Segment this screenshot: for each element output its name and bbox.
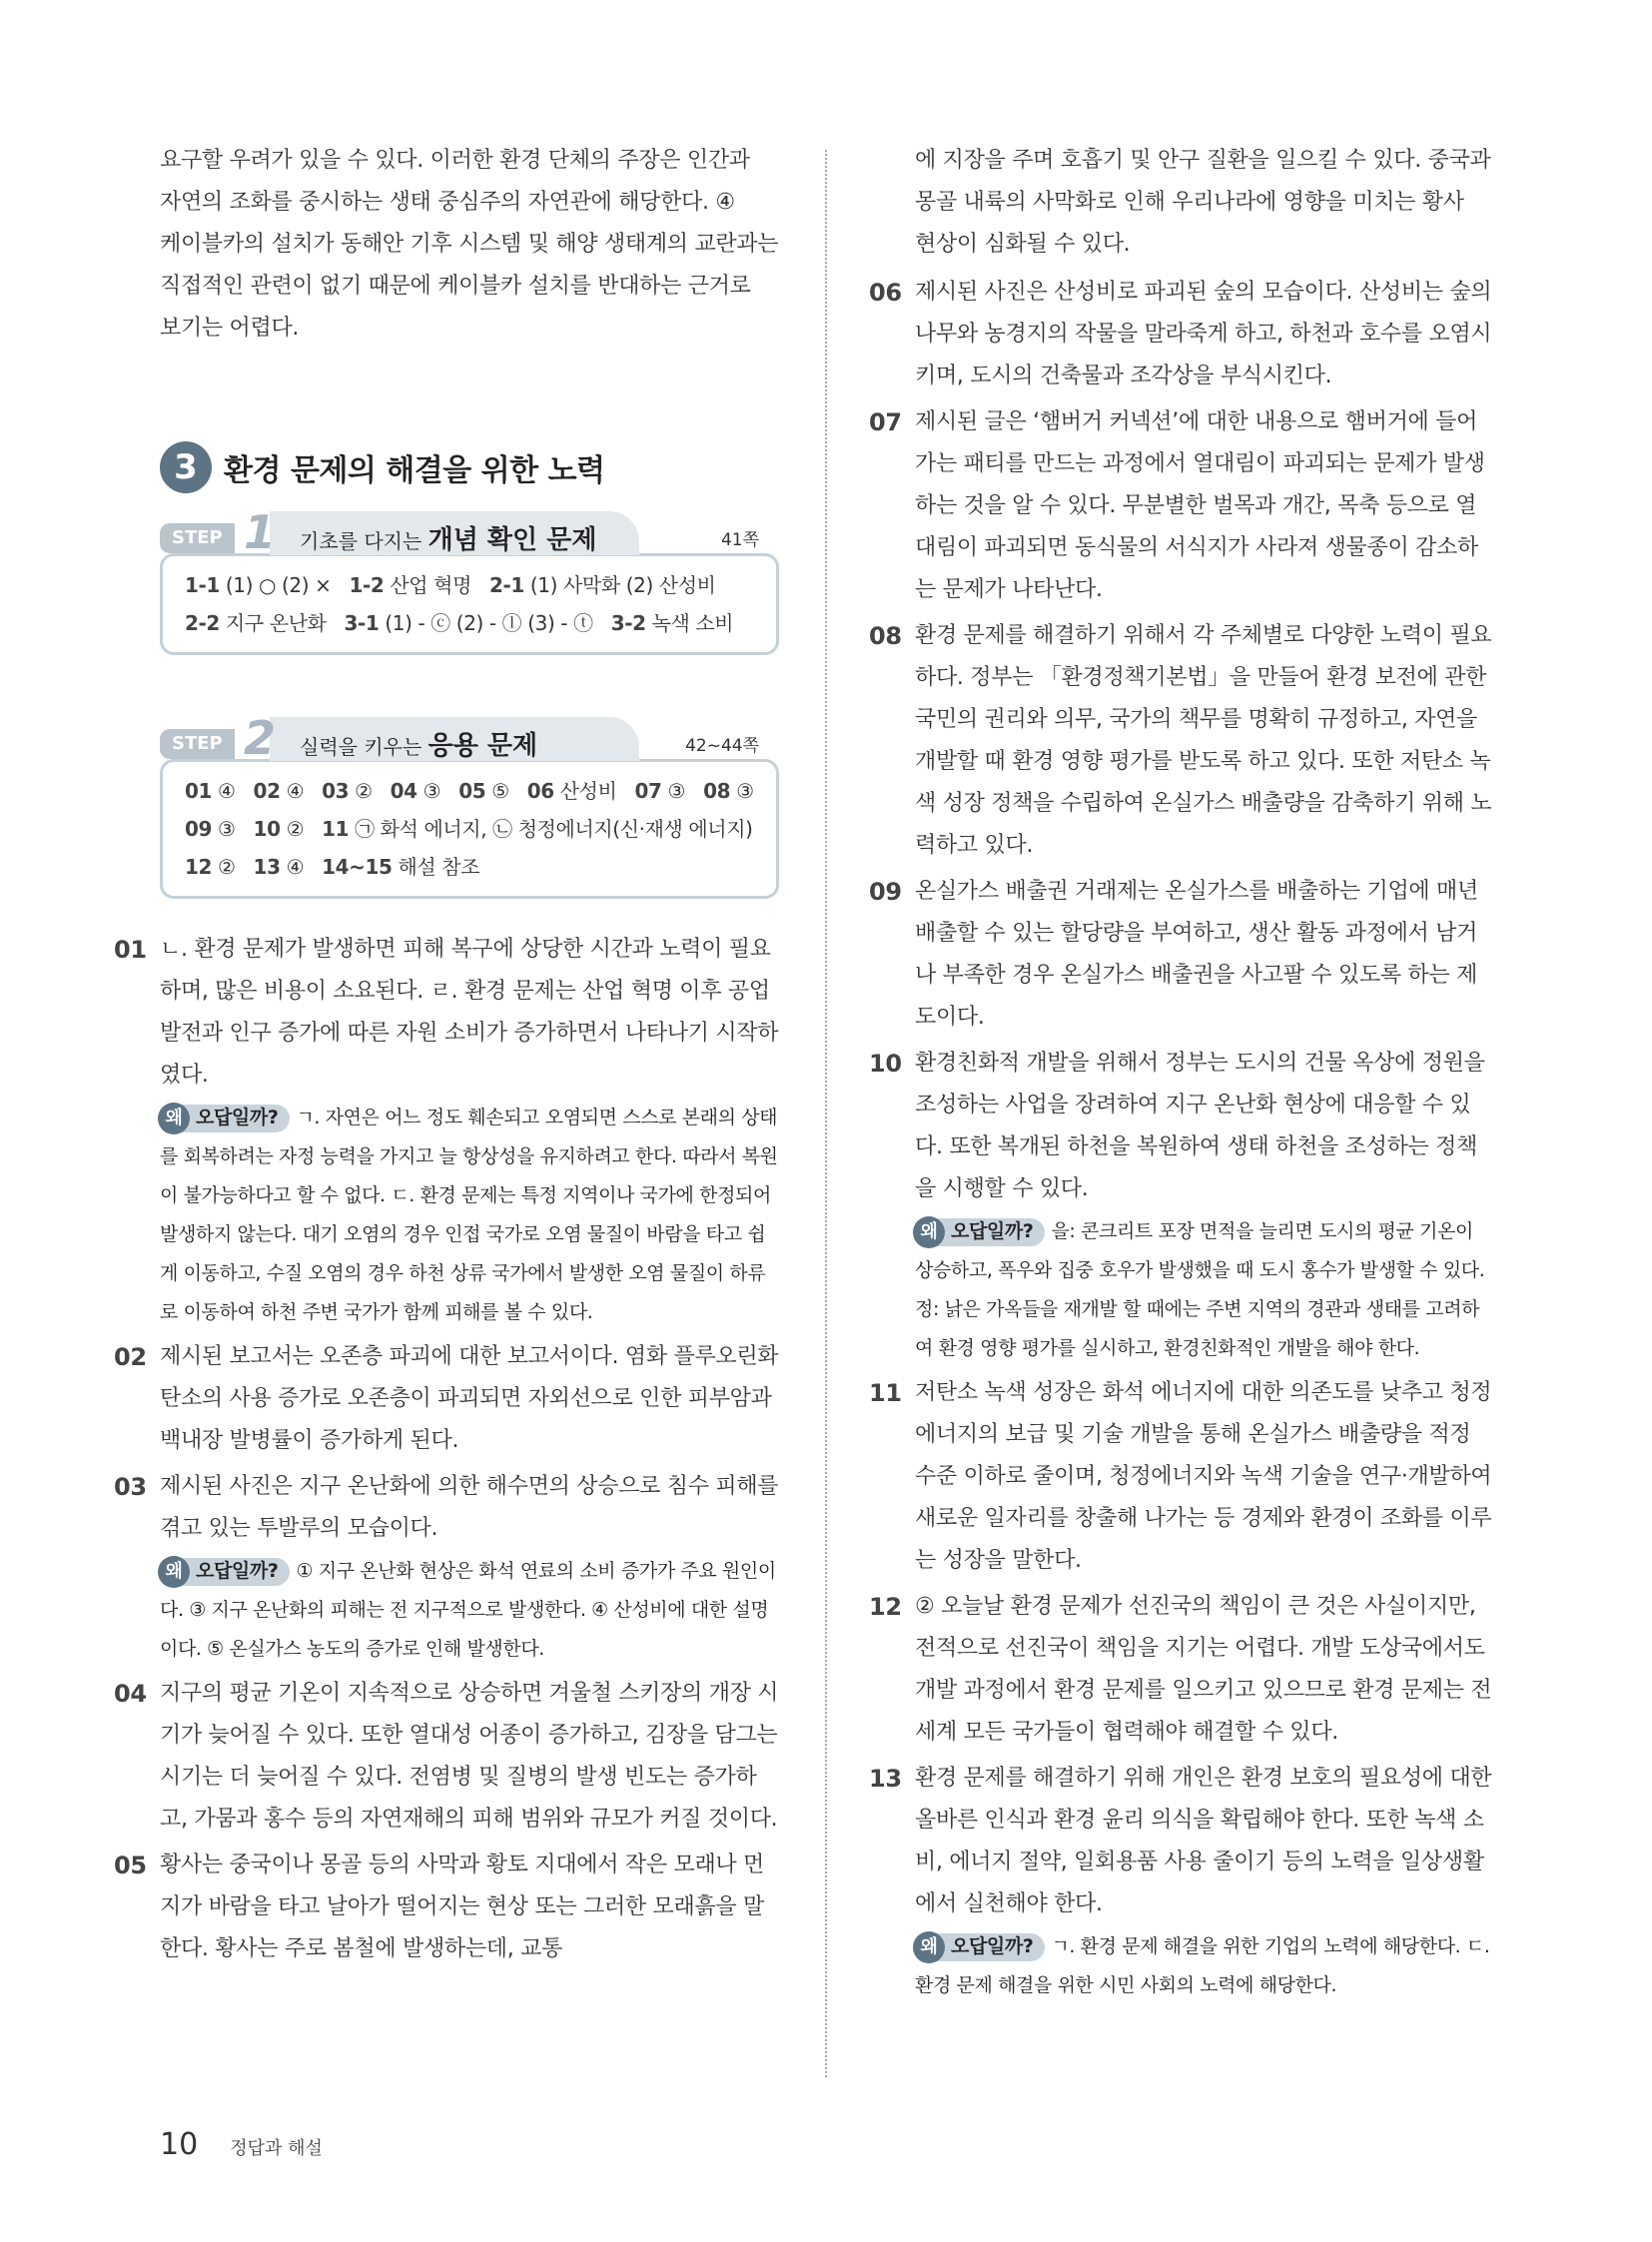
- step2-title: 실력을 키우는 응용 문제: [300, 731, 538, 761]
- answer-key: 10: [253, 817, 281, 841]
- answer-item: [185, 779, 236, 803]
- answer-key: 11: [322, 817, 350, 841]
- answer-value: ㉠ 화석 에너지, ㉡ 청정에너지(신·재생 에너지): [355, 817, 753, 841]
- left-explanations: [114, 929, 779, 1974]
- why-icon: 왜: [158, 1103, 190, 1134]
- answer-key: 13: [253, 855, 281, 879]
- page-number: 10: [160, 2127, 199, 2162]
- item-text: 환경친화적 개발을 위해서 정부는 도시의 건물 옥상에 정원을 조성하는 사업을 장려하여 지구 온난화 현상에 대응할 수 있다. 또한 복개된 하천을 복원하여 생태 하천을 조성하는 정책을 시행할 수 있다.: [915, 1051, 1485, 1201]
- answer-item: [254, 779, 305, 803]
- item-number: 11: [869, 1379, 902, 1407]
- why-text: 을: 콘크리트 포장 면적을 늘리면 도시의 평균 기온이 상승하고, 폭우와 집중 호우가 발생했을 때 도시 홍수가 발생할 수 있다. 정: 낡은 가옥들을 재개발 할 때에는 주변 지역의 경관과 생태를 고려하여 환경 영향 평가를 실시하고, 환경친화적인 개발을 해야 한다.: [915, 1220, 1485, 1359]
- item-number: 09: [869, 878, 902, 906]
- right-explanations: [869, 272, 1494, 2005]
- answer-value: 지구 온난화: [225, 611, 327, 635]
- item-text: 제시된 보고서는 오존층 파괴에 대한 보고서이다. 염화 플루오린화 탄소의 사용 증가로 오존층이 파괴되면 자외선으로 인한 피부암과 백내장 발병률이 증가하게 된다.: [160, 1344, 779, 1453]
- item-number: 05: [114, 1852, 147, 1879]
- answer-row: [185, 810, 754, 848]
- explanation-item: [869, 615, 1494, 867]
- answer-item: [322, 855, 479, 879]
- left-column: [114, 140, 779, 1961]
- answer-key: 2-2: [185, 611, 220, 635]
- item-number: 03: [114, 1473, 147, 1501]
- explanation-item: [114, 1336, 779, 1462]
- answer-value: ③: [218, 817, 236, 841]
- step1-block: [160, 505, 779, 655]
- explanation-item: [114, 929, 779, 1332]
- explanation-item: [869, 1758, 1494, 2005]
- answer-item: [489, 573, 716, 597]
- answer-item: [322, 779, 373, 803]
- item-text: 지구의 평균 기온이 지속적으로 상승하면 겨울철 스키장의 개장 시기가 늦어질 수 있다. 또한 열대성 어종이 증가하고, 김장을 담그는 시기는 더 늦어질 수 있다. 전염병 및 질병의 발생 빈도는 증가하고, 가뭄과 홍수 등의 자연재해의 피해 범위와 규모가 커질 것이다.: [160, 1681, 779, 1832]
- right-top-paragraph: 에 지장을 주며 호흡기 및 안구 질환을 일으킬 수 있다. 중국과 몽골 내륙의 사막화로 인해 우리나라에 영향을 미치는 황사 현상이 심화될 수 있다.: [915, 148, 1491, 257]
- why-wrong-note: [160, 1099, 779, 1332]
- answer-key: 04: [390, 779, 417, 803]
- item-number: 04: [114, 1680, 147, 1708]
- answer-item: [344, 611, 592, 635]
- item-text: ② 오늘날 환경 문제가 선진국의 책임이 큰 것은 사실이지만, 전적으로 선진국이 책임을 지기는 어렵다. 개발 도상국에서도 개발 과정에서 환경 문제를 일으키고 있으므로 환경 문제는 전 세계 모든 국가들이 협력해야 해결할 수 있다.: [915, 1594, 1492, 1745]
- answer-key: 08: [703, 779, 731, 803]
- answer-key: 05: [458, 779, 486, 803]
- step2-label: STEP: [160, 729, 235, 759]
- answer-item: [185, 573, 331, 597]
- answer-item: [611, 611, 734, 635]
- why-wrong-badge: [915, 1218, 1045, 1246]
- answer-item: [322, 817, 752, 841]
- why-wrong-badge: [160, 1105, 290, 1132]
- why-wrong-note: [160, 1552, 779, 1669]
- answer-value: 녹색 소비: [651, 611, 734, 635]
- item-number: 08: [869, 622, 902, 650]
- why-text: ㄱ. 자연은 어느 정도 훼손되고 오염되면 스스로 본래의 상태를 회복하려는 자정 능력을 가지고 늘 항상성을 유지하려고 한다. 따라서 복원이 불가능하다고 할 수 없다. ㄷ. 환경 문제는 특정 지역이나 국가에 한정되어 발생하지 않는다. 대기 오염의 경우 인접 국가로 오염 물질이 바람을 타고 쉽게 이동하고, 수질 오염의 경우 하천 상류 국가에서 발생한 오염 물질이 하류로 이동하여 하천 주변 국가가 함께 피해를 볼 수 있다.: [160, 1107, 778, 1323]
- answer-key: 02: [253, 779, 281, 803]
- explanation-item: [114, 1466, 779, 1669]
- why-icon: 왜: [913, 1931, 945, 1963]
- answer-item: [703, 779, 754, 803]
- item-number: 10: [869, 1050, 902, 1078]
- answer-item: [185, 611, 326, 635]
- answer-value: 산업 혁명: [390, 573, 471, 597]
- answer-key: 14~15: [322, 855, 393, 879]
- answer-item: [635, 779, 686, 803]
- item-text: 제시된 사진은 산성비로 파괴된 숲의 모습이다. 산성비는 숲의 나무와 농경지의 작물을 말라죽게 하고, 하천과 호수를 오염시키며, 도시의 건축물과 조각상을 부식시킨다.: [915, 280, 1492, 388]
- why-wrong-note: [915, 1212, 1494, 1368]
- answer-row: [185, 772, 754, 810]
- why-wrong-badge: [160, 1558, 290, 1586]
- explanation-item: [869, 1586, 1494, 1754]
- item-text: 황사는 중국이나 몽골 등의 사막과 황토 지대에서 작은 모래나 먼지가 바람을 타고 날아가 떨어지는 현상 또는 그러한 모래흙을 말한다. 황사는 주로 봄철에 발생하는데, 교통: [160, 1853, 764, 1961]
- why-wrong-badge: [915, 1933, 1045, 1961]
- answer-value: ④: [286, 779, 305, 803]
- step1-label: STEP: [160, 523, 235, 553]
- explanation-item: [869, 1043, 1494, 1368]
- answer-row: [185, 566, 754, 604]
- answer-value: ②: [218, 855, 236, 879]
- explanation-item: [869, 401, 1494, 611]
- column-divider: [825, 150, 827, 2077]
- answer-value: (1) ○ (2) ×: [225, 573, 332, 597]
- top-paragraph: 요구할 우려가 있을 수 있다. 이러한 환경 단체의 주장은 인간과 자연의 조화를 중시하는 생태 중심주의 자연관에 해당한다. ④ 케이블카의 설치가 동해안 기후 시스템 및 해양 생태계의 교란과는 직접적인 관련이 없기 때문에 케이블카 설치를 반대하는 근거로 보기는 어렵다.: [160, 148, 779, 341]
- answer-value: ③: [422, 779, 441, 803]
- answer-key: 1-2: [349, 573, 385, 597]
- explanation-item: [114, 1845, 779, 1970]
- why-label: 오답일까?: [951, 1220, 1034, 1242]
- why-text: ① 지구 온난화 현상은 화석 연료의 소비 증가가 주요 원인이다. ③ 지구 온난화의 피해는 전 지구적으로 발생한다. ④ 산성비에 대한 설명이다. ⑤ 온실가스 농도의 증가로 인해 발생한다.: [160, 1560, 776, 1660]
- item-text: ㄴ. 환경 문제가 발생하면 피해 복구에 상당한 시간과 노력이 필요하며, 많은 비용이 소요된다. ㄹ. 환경 문제는 산업 혁명 이후 공업 발전과 인구 증가에 따른 자원 소비가 증가하면서 나타나기 시작하였다.: [160, 937, 779, 1088]
- section-number: 3: [160, 441, 212, 493]
- answer-item: [527, 779, 617, 803]
- step2-block: [160, 711, 779, 899]
- answer-value: ④: [286, 855, 305, 879]
- item-number: 07: [869, 408, 902, 436]
- answer-key: 03: [322, 779, 350, 803]
- step2-digit: 2: [244, 711, 277, 765]
- why-label: 오답일까?: [196, 1560, 279, 1582]
- answer-key: 1-1: [185, 573, 220, 597]
- answer-value: 해설 참조: [398, 855, 480, 879]
- step2-page: 42~44쪽: [685, 736, 759, 756]
- answer-row: [185, 848, 754, 886]
- answer-value: ⑤: [491, 779, 509, 803]
- answer-value: 산성비: [559, 779, 617, 803]
- why-label: 오답일까?: [951, 1935, 1034, 1957]
- answer-row: [185, 604, 754, 642]
- answer-key: 12: [185, 855, 213, 879]
- answer-value: ③: [736, 779, 754, 803]
- answer-item: [254, 817, 305, 841]
- page-footer: [160, 2127, 323, 2162]
- item-text: 환경 문제를 해결하기 위해 개인은 환경 보호의 필요성에 대한 올바른 인식과 환경 윤리 의식을 확립해야 한다. 또한 녹색 소비, 에너지 절약, 일회용품 사용 줄이기 등의 노력을 일상생활에서 실천해야 한다.: [915, 1766, 1492, 1916]
- item-number: 13: [869, 1765, 902, 1793]
- answer-item: [185, 817, 236, 841]
- answer-key: 01: [185, 779, 213, 803]
- item-number: 02: [114, 1343, 147, 1371]
- item-number: 01: [114, 936, 147, 964]
- answer-value: ④: [218, 779, 236, 803]
- answer-value: ②: [286, 817, 305, 841]
- answer-item: [185, 855, 236, 879]
- section-header: [160, 439, 605, 495]
- step1-title: 기초를 다지는 개념 확인 문제: [300, 525, 597, 555]
- answer-value: (1) - ⓒ (2) - ⓛ (3) - ⓣ: [385, 611, 593, 635]
- answer-value: ③: [667, 779, 686, 803]
- answer-item: [458, 779, 509, 803]
- why-icon: 왜: [913, 1216, 945, 1248]
- item-text: 환경 문제를 해결하기 위해서 각 주체별로 다양한 노력이 필요하다. 정부는 「환경정책기본법」을 만들어 환경 보전에 관한 국민의 권리와 의무, 국가의 책무를 명확히 규정하고, 자연을 개발할 때 환경 영향 평가를 받도록 하고 있다. 또한 저탄소 녹색 성장 정책을 수립하여 온실가스 배출량을 감축하기 위해 노력하고 있다.: [915, 623, 1492, 858]
- explanation-item: [869, 871, 1494, 1039]
- step1-answers: [160, 553, 779, 655]
- section-title: 환경 문제의 해결을 위한 노력: [224, 453, 605, 488]
- answer-key: 2-1: [489, 573, 524, 597]
- why-label: 오답일까?: [196, 1107, 279, 1128]
- answer-key: 07: [634, 779, 662, 803]
- item-text: 제시된 사진은 지구 온난화에 의한 해수면의 상승으로 침수 피해를 겪고 있는 투발루의 모습이다.: [160, 1474, 779, 1541]
- answer-key: 3-1: [344, 611, 380, 635]
- why-text: ㄱ. 환경 문제 해결을 위한 기업의 노력에 해당한다. ㄷ. 환경 문제 해결을 위한 시민 사회의 노력에 해당한다.: [915, 1935, 1490, 1996]
- item-number: 12: [869, 1593, 902, 1621]
- why-icon: 왜: [158, 1556, 190, 1588]
- answer-item: [254, 855, 305, 879]
- answer-key: 06: [526, 779, 554, 803]
- item-text: 온실가스 배출권 거래제는 온실가스를 배출하는 기업에 매년 배출할 수 있는 할당량을 부여하고, 생산 활동 과정에서 남거나 부족한 경우 온실가스 배출권을 사고팔 수 있도록 하는 제도이다.: [915, 879, 1478, 1030]
- answer-item: [391, 779, 441, 803]
- why-wrong-note: [915, 1927, 1494, 2005]
- explanation-item: [869, 1372, 1494, 1582]
- item-text: 저탄소 녹색 성장은 화석 에너지에 대한 의존도를 낮추고 청정에너지의 보급 및 기술 개발을 통해 온실가스 배출량을 적정 수준 이하로 줄이며, 청정에너지와 녹색 기술을 연구·개발하여 새로운 일자리를 창출해 나가는 등 경제와 환경이 조화를 이루는 성장을 말한다.: [915, 1380, 1492, 1573]
- footer-title: 정답과 해설: [230, 2138, 323, 2159]
- answer-item: [349, 573, 471, 597]
- answer-value: (1) 사막화 (2) 산성비: [529, 573, 716, 597]
- explanation-item: [869, 272, 1494, 397]
- item-text: 제시된 글은 ‘햄버거 커넥션’에 대한 내용으로 햄버거에 들어가는 패티를 만드는 과정에서 열대림이 파괴되는 문제가 발생하는 것을 알 수 있다. 무분별한 벌목과 개간, 목축 등으로 열대림이 파괴되면 동식물의 서식지가 사라져 생물종이 감소하는 문제가 나타난다.: [915, 409, 1485, 602]
- answer-key: 09: [185, 817, 213, 841]
- step1-page: 41쪽: [720, 530, 759, 550]
- step2-answers: [160, 759, 779, 899]
- right-column: [869, 140, 1494, 2009]
- explanation-item: [114, 1673, 779, 1841]
- step1-digit: 1: [244, 505, 277, 559]
- answer-value: ②: [355, 779, 373, 803]
- item-number: 06: [869, 279, 902, 307]
- answer-key: 3-2: [610, 611, 646, 635]
